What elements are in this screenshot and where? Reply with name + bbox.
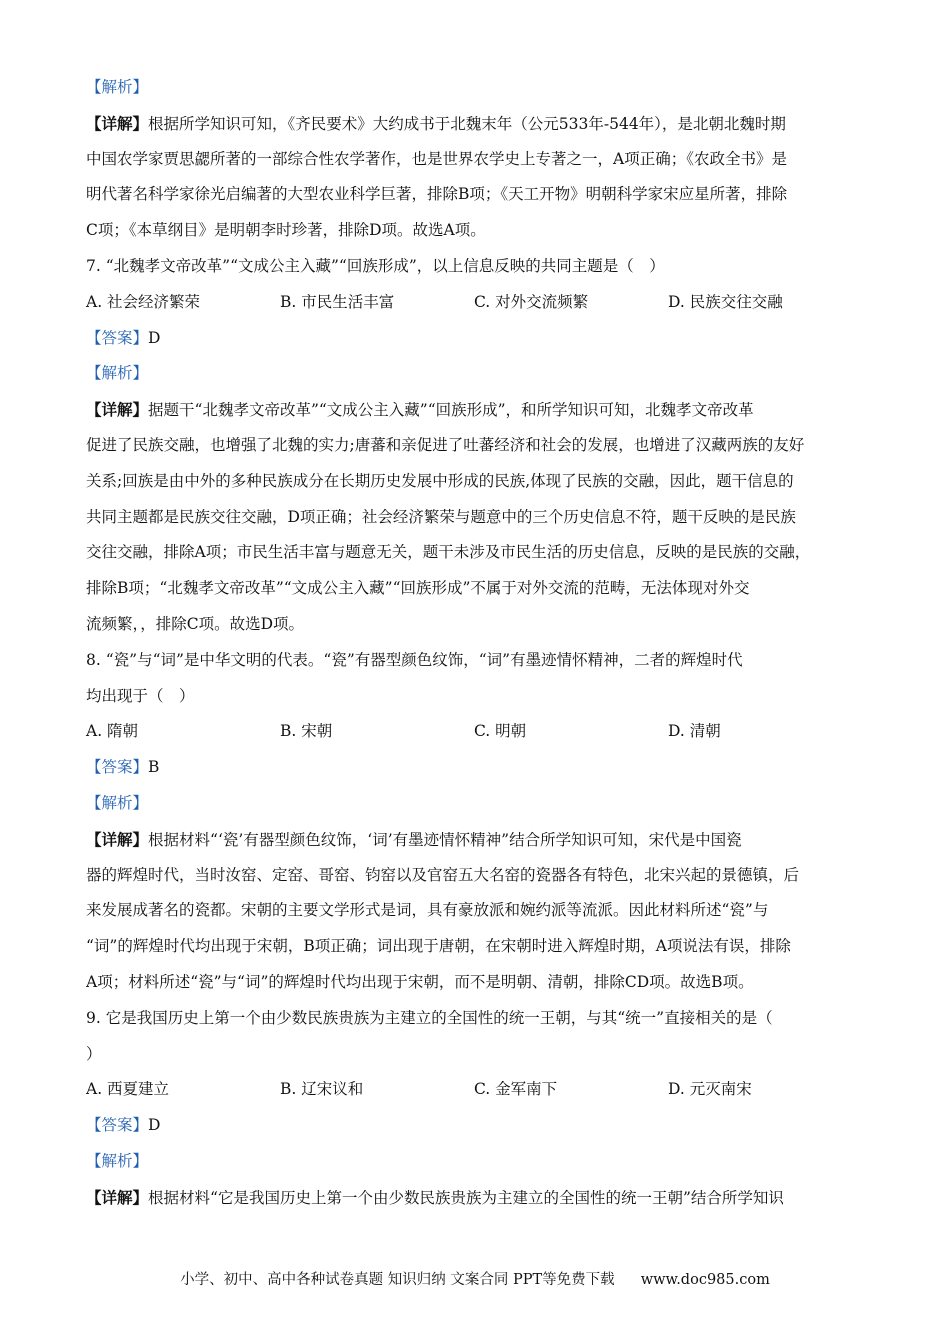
text-line: 器的辉煌时代，当时汝窑、定窑、哥窑、钧窑以及官窑五大名窑的瓷器各有特色，北宋兴起的景德镇，后 — [86, 865, 800, 884]
analysis-tag — [86, 786, 866, 822]
detail-label: 【详解】 — [86, 113, 149, 133]
option-item: C. 金军南下 — [474, 1080, 558, 1099]
footer-text: 小学、初中、高中各种试卷真题 知识归纳 文案合同 PPT等免费下载 — [180, 1272, 615, 1288]
analysis-tag — [86, 356, 866, 392]
option-item: A. 西夏建立 — [86, 1080, 170, 1099]
answer-value: D — [148, 328, 161, 347]
answer-label: 【答案】 — [86, 1116, 149, 1135]
text-line: 8. “瓷”与“词”是中华文明的代表。“瓷”有器型颜色纹饰，“词”有墨迹情怀精神，二者的辉煌时代 — [86, 650, 743, 669]
text-line: 共同主题都是民族交往交融，D项正确；社会经济繁荣与题意中的三个历史信息不符，题干反映的是民族 — [86, 507, 796, 526]
text-line: 关系;回族是由中外的多种民族成分在长期历史发展中形成的民族,体现了民族的交融，因此，题干信息的 — [86, 471, 794, 490]
detail-label: 【详解】 — [86, 829, 149, 849]
text-line: 流频繁，，排除C项。故选D项。 — [86, 614, 305, 633]
detail-label: 【详解】 — [86, 400, 149, 420]
detail-text: 据题干“北魏孝文帝改革”“文成公主入藏”“回族形成”，和所学知识可知，北魏孝文帝改革 — [148, 401, 754, 420]
document-body — [86, 70, 866, 1216]
text-line: C项；《本草纲目》是明朝李时珍著，排除D项。故选A项。 — [86, 221, 486, 240]
detail-line — [86, 822, 866, 858]
detail-text: 根据所学知识可知，《齐民要术》大约成书于北魏末年（公元533年-544年），是北朝北魏时期 — [148, 114, 786, 133]
text-line: 排除B项；“北魏孝文帝改革”“文成公主入藏”“回族形成”不属于对外交流的范畴，无法体现对外交 — [86, 579, 750, 598]
option-item: B. 辽宋议和 — [280, 1080, 364, 1099]
answer-value: B — [148, 758, 160, 777]
text-line: “词”的辉煌时代均出现于宋朝，B项正确；词出现于唐朝，在宋朝时进入辉煌时期，A项说法有误，排除 — [86, 937, 791, 956]
text-line: A项；材料所述“瓷”与“词”的辉煌时代均出现于宋朝，而不是明朝、清朝，排除CD项。故选B项。 — [86, 972, 754, 991]
text-line: ） — [86, 1044, 102, 1063]
detail-line — [86, 106, 866, 142]
text-line: 均出现于（ ） — [86, 686, 195, 705]
footer-website: www.doc985.com — [640, 1272, 770, 1288]
answer-line — [86, 1108, 866, 1144]
option-item: C. 明朝 — [474, 722, 527, 741]
text-line: 来发展成著名的瓷都。宋朝的主要文学形式是词，具有豪放派和婉约派等流派。因此材料所述“瓷”与 — [86, 901, 769, 920]
options-row — [86, 285, 866, 321]
detail-text: 根据材料“‘瓷’有器型颜色纹饰，‘词’有墨迹情怀精神”结合所学知识可知，宋代是中国瓷 — [148, 830, 742, 849]
options-row — [86, 714, 866, 750]
option-item: D. 元灭南宋 — [668, 1080, 752, 1099]
section-tag: 【解析】 — [86, 1151, 149, 1170]
answer-label: 【答案】 — [86, 758, 149, 777]
text-line: 中国农学家贾思勰所著的一部综合性农学著作，也是世界农学史上专著之一，A项正确；《农政全书》是 — [86, 149, 787, 168]
option-item: D. 民族交往交融 — [668, 292, 783, 311]
detail-label: 【详解】 — [86, 1187, 149, 1207]
answer-line — [86, 321, 866, 357]
answer-label: 【答案】 — [86, 328, 149, 347]
page-footer — [0, 1268, 950, 1289]
text-line: 7. “北魏孝文帝改革”“文成公主入藏”“回族形成”，以上信息反映的共同主题是（ ） — [86, 256, 665, 275]
option-item: D. 清朝 — [668, 722, 721, 741]
text-line: 9. 它是我国历史上第一个由少数民族贵族为主建立的全国性的统一王朝，与其“统一”直接相关的是（ — [86, 1008, 773, 1027]
option-item: B. 市民生活丰富 — [280, 292, 395, 311]
options-row — [86, 1072, 866, 1108]
option-item: A. 社会经济繁荣 — [86, 292, 201, 311]
analysis-tag — [86, 70, 866, 106]
option-item: C. 对外交流频繁 — [474, 292, 589, 311]
text-line: 交往交融，排除A项；市民生活丰富与题意无关，题干未涉及市民生活的历史信息，反映的是民族的交融， — [86, 543, 811, 562]
detail-line — [86, 392, 866, 428]
option-item: B. 宋朝 — [280, 722, 333, 741]
text-line: 促进了民族交融，也增强了北魏的实力;唐蕃和亲促进了吐蕃经济和社会的发展，也增进了汉藏两族的友好 — [86, 435, 805, 454]
text-line: 明代著名科学家徐光启编著的大型农业科学巨著，排除B项；《天工开物》明朝科学家宋应星所著，排除 — [86, 185, 788, 204]
section-tag: 【解析】 — [86, 364, 149, 383]
analysis-tag — [86, 1144, 866, 1180]
section-tag: 【解析】 — [86, 78, 149, 96]
detail-line — [86, 1180, 866, 1216]
detail-text: 根据材料“它是我国历史上第一个由少数民族贵族为主建立的全国性的统一王朝”结合所学知识 — [148, 1188, 784, 1207]
answer-value: D — [148, 1116, 161, 1135]
section-tag: 【解析】 — [86, 793, 149, 812]
answer-line — [86, 750, 866, 786]
option-item: A. 隋朝 — [86, 722, 139, 741]
